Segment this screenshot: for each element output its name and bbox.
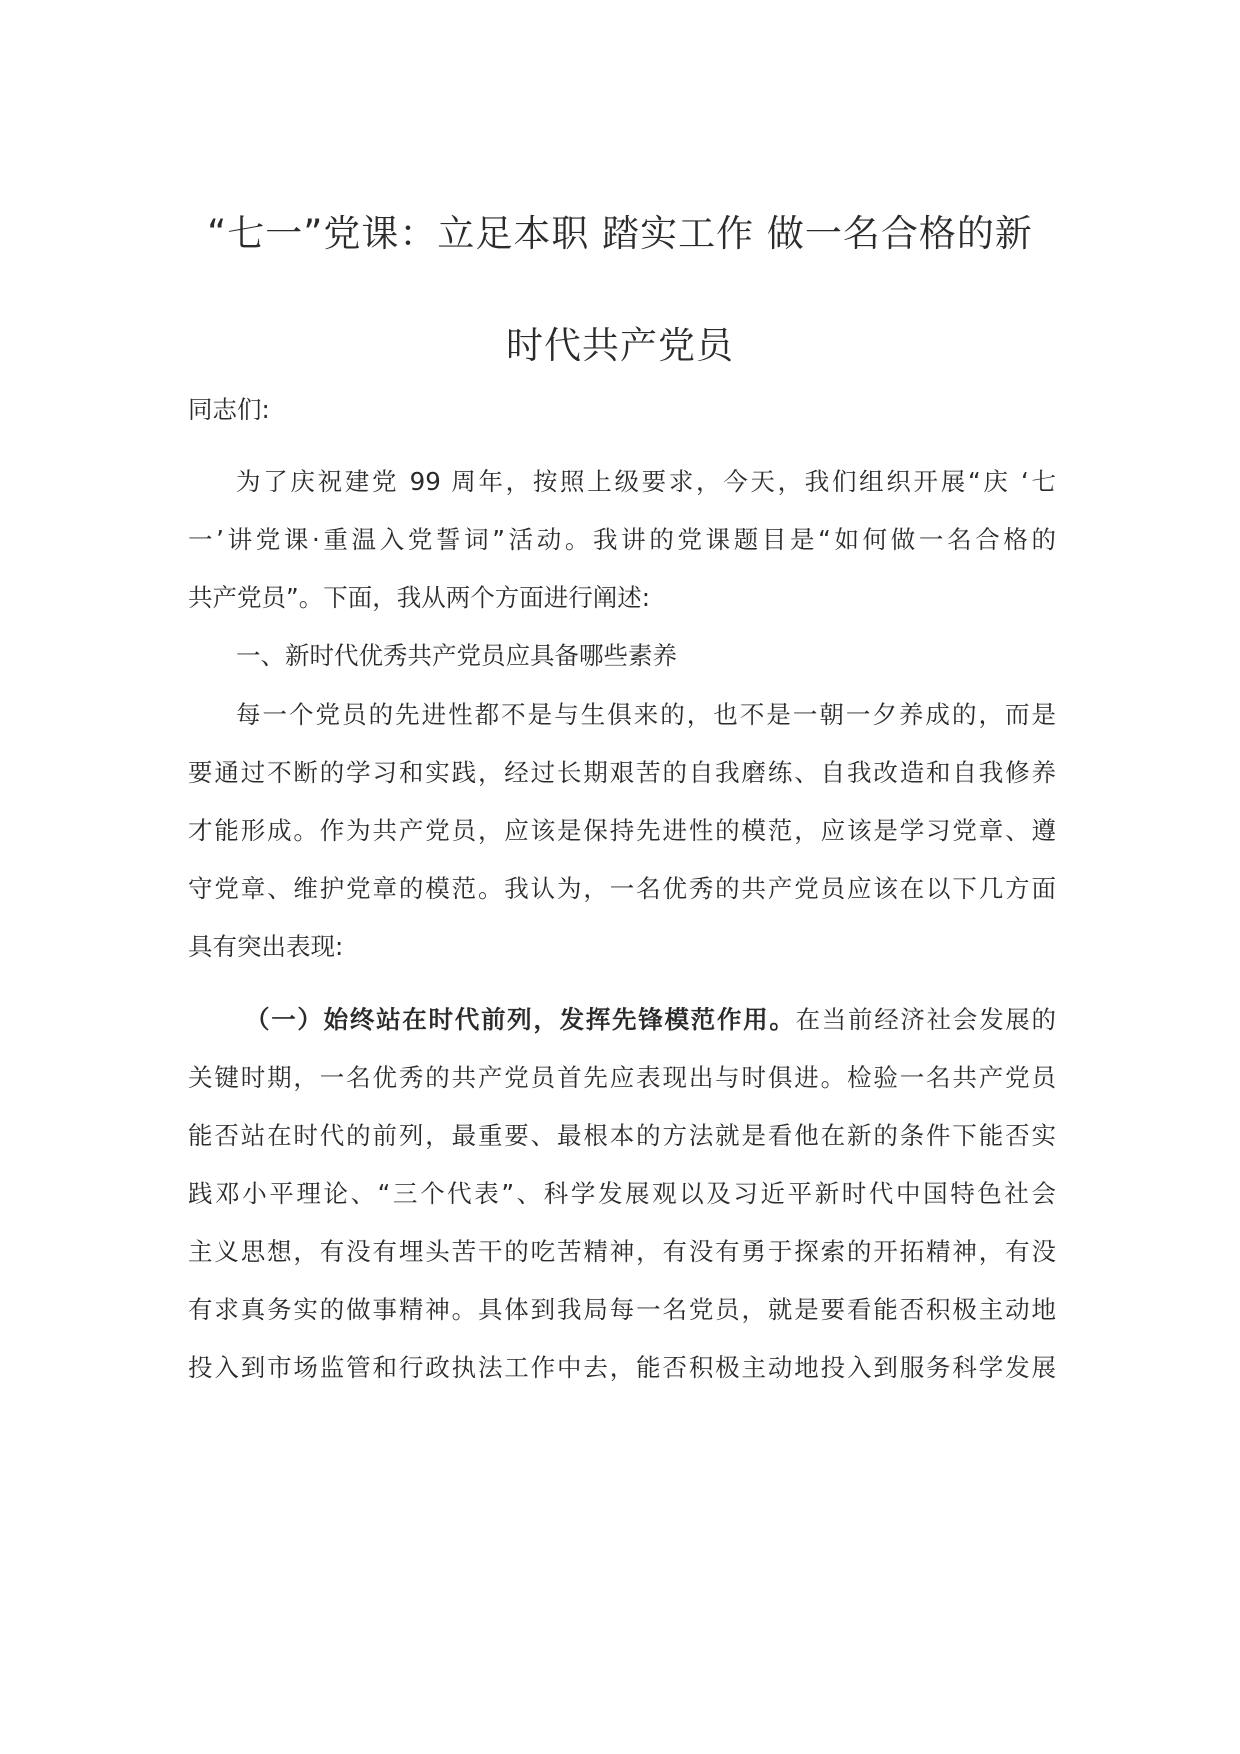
section-heading-1: 一、新时代优秀共产党员应具备哪些素养 [236,641,677,670]
salutation: 同志们: [188,395,270,424]
paragraph-line: 具有突出表现: [188,932,344,961]
document-title-line-2: 时代共产党员 [506,324,734,367]
document-title-line-1: “七一”党课：立足本职 踏实工作 做一名合格的新 [207,212,1033,255]
intro-line-1: 为了庆祝建党 99 周年，按照上级要求，今天，我们组织开展“庆 ‘七 [236,467,1056,496]
intro-line-3: 共产党员”。下面，我从两个方面进行阐述: [188,583,650,612]
intro-line-2: 一’讲党课·重温入党誓词”活动。我讲的党课题目是“如何做一名合格的 [188,525,1056,554]
paragraph-line: 关键时期，一名优秀的共产党员首先应表现出与时俱进。检验一名共产党员 [188,1063,1056,1092]
point-1-heading: （一）始终站在时代前列，发挥先锋模范作用。 [245,1005,796,1034]
paragraph-line: 要通过不断的学习和实践，经过长期艰苦的自我磨练、自我改造和自我修养 [188,758,1056,787]
paragraph-line: 守党章、维护党章的模范。我认为，一名优秀的共产党员应该在以下几方面 [188,874,1056,903]
point-1-first-line [245,1005,1057,1034]
point-1-first-line-rest: 在当前经济社会发展的 [795,1005,1057,1034]
paragraph-line: 投入到市场监管和行政执法工作中去，能否积极主动地投入到服务科学发展 [188,1353,1056,1382]
paragraph-line: 有求真务实的做事精神。具体到我局每一名党员，就是要看能否积极主动地 [188,1295,1056,1324]
paragraph-line: 每一个党员的先进性都不是与生俱来的，也不是一朝一夕养成的，而是 [236,700,1056,729]
paragraph-line: 主义思想，有没有埋头苦干的吃苦精神，有没有勇于探索的开拓精神，有没 [188,1237,1056,1266]
paragraph-line: 才能形成。作为共产党员，应该是保持先进性的模范，应该是学习党章、遵 [188,816,1056,845]
paragraph-line: 能否站在时代的前列，最重要、最根本的方法就是看他在新的条件下能否实 [188,1121,1056,1150]
paragraph-line: 践邓小平理论、“三个代表”、科学发展观以及习近平新时代中国特色社会 [188,1179,1056,1208]
